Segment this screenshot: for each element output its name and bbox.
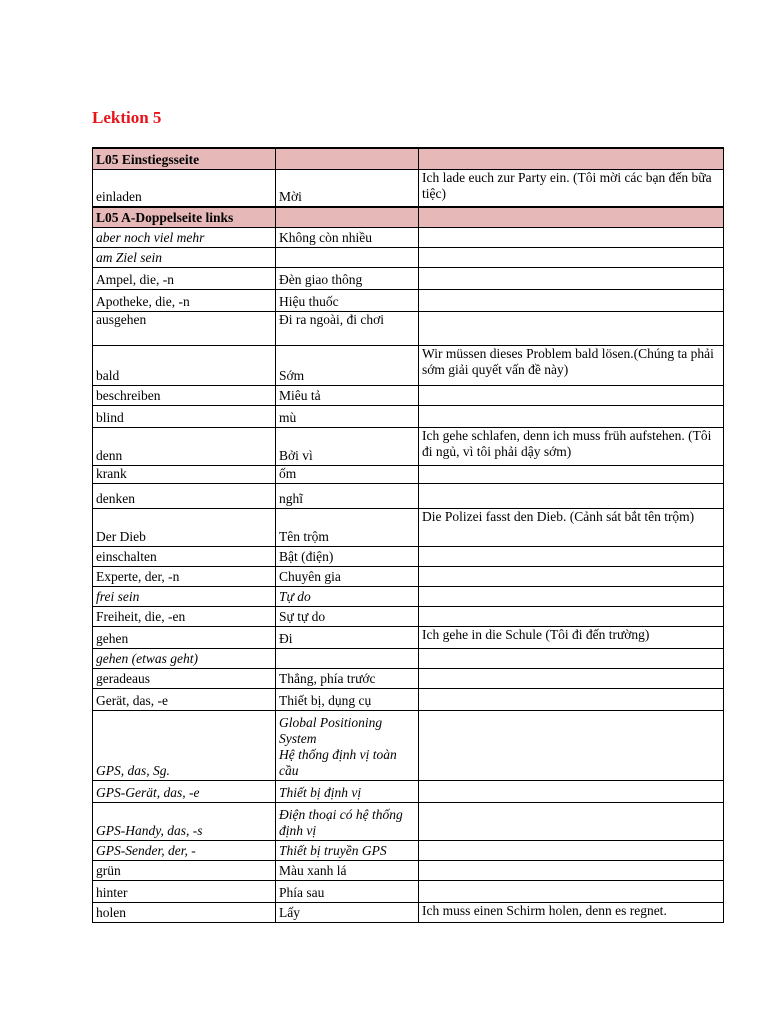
- german-word-cell: beschreiben: [93, 385, 276, 405]
- german-word-cell: Apotheke, die, -n: [93, 289, 276, 311]
- vietnamese-meaning-cell: Phía sau: [276, 880, 419, 902]
- example-sentence-cell: [419, 148, 724, 169]
- german-word-cell: L05 A-Doppelseite links: [93, 207, 276, 227]
- table-row: [93, 606, 724, 626]
- vietnamese-meaning-cell: Sự tự do: [276, 606, 419, 626]
- german-word-cell: geradeaus: [93, 668, 276, 688]
- table-row: [93, 465, 724, 483]
- german-word-cell: am Ziel sein: [93, 247, 276, 267]
- table-row: [93, 546, 724, 566]
- german-word-cell: GPS, das, Sg.: [93, 710, 276, 780]
- table-row: [93, 880, 724, 902]
- example-sentence-cell: [419, 780, 724, 802]
- vietnamese-meaning-cell: ốm: [276, 465, 419, 483]
- section-header-row: [93, 207, 724, 227]
- table-row: [93, 385, 724, 405]
- vietnamese-meaning-cell: Điện thoại có hệ thống định vị: [276, 802, 419, 840]
- table-row: [93, 668, 724, 688]
- example-sentence-cell: [419, 606, 724, 626]
- section-header-row: [93, 148, 724, 169]
- example-sentence-cell: Ich gehe in die Schule (Tôi đi đến trường): [419, 626, 724, 648]
- german-word-cell: krank: [93, 465, 276, 483]
- example-sentence-cell: [419, 289, 724, 311]
- vietnamese-meaning-cell: Thiết bị, dụng cụ: [276, 688, 419, 710]
- example-sentence-cell: [419, 710, 724, 780]
- vietnamese-meaning-cell: Tên trộm: [276, 508, 419, 546]
- table-row: [93, 780, 724, 802]
- example-sentence-cell: [419, 648, 724, 668]
- german-word-cell: hinter: [93, 880, 276, 902]
- vietnamese-meaning-cell: [276, 648, 419, 668]
- vietnamese-meaning-cell: Chuyên gia: [276, 566, 419, 586]
- table-row: [93, 840, 724, 860]
- german-word-cell: frei sein: [93, 586, 276, 606]
- table-row: [93, 427, 724, 465]
- example-sentence-cell: [419, 880, 724, 902]
- table-row: [93, 586, 724, 606]
- german-word-cell: denken: [93, 483, 276, 508]
- vietnamese-meaning-cell: [276, 207, 419, 227]
- table-row: [93, 405, 724, 427]
- table-row: [93, 483, 724, 508]
- vietnamese-meaning-cell: mù: [276, 405, 419, 427]
- german-word-cell: blind: [93, 405, 276, 427]
- example-sentence-cell: Ich gehe schlafen, denn ich muss früh aufstehen. (Tôi đi ngủ, vì tôi phải dậy sớm): [419, 427, 724, 465]
- vietnamese-meaning-cell: Không còn nhiều: [276, 227, 419, 247]
- example-sentence-cell: [419, 405, 724, 427]
- german-word-cell: L05 Einstiegsseite: [93, 148, 276, 169]
- table-row: [93, 626, 724, 648]
- example-sentence-cell: [419, 688, 724, 710]
- page-title: Lektion 5: [92, 108, 162, 127]
- table-row: [93, 345, 724, 385]
- german-word-cell: GPS-Handy, das, -s: [93, 802, 276, 840]
- vietnamese-meaning-cell: Tự do: [276, 586, 419, 606]
- german-word-cell: Ampel, die, -n: [93, 267, 276, 289]
- example-sentence-cell: [419, 802, 724, 840]
- vietnamese-meaning-cell: Lấy: [276, 902, 419, 922]
- example-sentence-cell: Ich lade euch zur Party ein. (Tôi mời các bạn đến bữa tiệc): [419, 169, 724, 207]
- vietnamese-meaning-cell: nghĩ: [276, 483, 419, 508]
- example-sentence-cell: [419, 247, 724, 267]
- example-sentence-cell: [419, 566, 724, 586]
- german-word-cell: Freiheit, die, -en: [93, 606, 276, 626]
- german-word-cell: GPS-Sender, der, -: [93, 840, 276, 860]
- example-sentence-cell: [419, 668, 724, 688]
- german-word-cell: Der Dieb: [93, 508, 276, 546]
- example-sentence-cell: Die Polizei fasst den Dieb. (Cảnh sát bắt tên trộm): [419, 508, 724, 546]
- example-sentence-cell: [419, 860, 724, 880]
- german-word-cell: gehen: [93, 626, 276, 648]
- vietnamese-meaning-cell: Thẳng, phía trước: [276, 668, 419, 688]
- german-word-cell: gehen (etwas geht): [93, 648, 276, 668]
- vietnamese-meaning-cell: Global Positioning System Hệ thống định vị toàn cầu: [276, 710, 419, 780]
- table-row: [93, 688, 724, 710]
- example-sentence-cell: [419, 311, 724, 345]
- table-row: [93, 289, 724, 311]
- example-sentence-cell: [419, 385, 724, 405]
- table-row: [93, 710, 724, 780]
- german-word-cell: GPS-Gerät, das, -e: [93, 780, 276, 802]
- table-row: [93, 802, 724, 840]
- vietnamese-meaning-cell: [276, 148, 419, 169]
- vietnamese-meaning-cell: Màu xanh lá: [276, 860, 419, 880]
- german-word-cell: ausgehen: [93, 311, 276, 345]
- example-sentence-cell: [419, 840, 724, 860]
- table-row: [93, 902, 724, 922]
- german-word-cell: Experte, der, -n: [93, 566, 276, 586]
- table-row: [93, 267, 724, 289]
- vocabulary-table-body: [93, 148, 724, 922]
- vietnamese-meaning-cell: Thiết bị định vị: [276, 780, 419, 802]
- example-sentence-cell: [419, 227, 724, 247]
- german-word-cell: Gerät, das, -e: [93, 688, 276, 710]
- vietnamese-meaning-cell: [276, 247, 419, 267]
- german-word-cell: denn: [93, 427, 276, 465]
- table-row: [93, 566, 724, 586]
- vietnamese-meaning-cell: Đi: [276, 626, 419, 648]
- vietnamese-meaning-cell: Đi ra ngoài, đi chơi: [276, 311, 419, 345]
- german-word-cell: einschalten: [93, 546, 276, 566]
- table-row: [93, 508, 724, 546]
- example-sentence-cell: [419, 546, 724, 566]
- vietnamese-meaning-cell: Sớm: [276, 345, 419, 385]
- vietnamese-meaning-cell: Bật (điện): [276, 546, 419, 566]
- table-row: [93, 247, 724, 267]
- table-row: [93, 169, 724, 207]
- vietnamese-meaning-cell: Miêu tả: [276, 385, 419, 405]
- table-row: [93, 311, 724, 345]
- example-sentence-cell: [419, 483, 724, 508]
- table-row: [93, 227, 724, 247]
- example-sentence-cell: Ich muss einen Schirm holen, denn es regnet.: [419, 902, 724, 922]
- table-row: [93, 860, 724, 880]
- example-sentence-cell: [419, 586, 724, 606]
- vietnamese-meaning-cell: Thiết bị truyền GPS: [276, 840, 419, 860]
- vietnamese-meaning-cell: Hiệu thuốc: [276, 289, 419, 311]
- example-sentence-cell: [419, 207, 724, 227]
- german-word-cell: grün: [93, 860, 276, 880]
- german-word-cell: bald: [93, 345, 276, 385]
- german-word-cell: einladen: [93, 169, 276, 207]
- example-sentence-cell: [419, 465, 724, 483]
- example-sentence-cell: [419, 267, 724, 289]
- vocabulary-table: [92, 147, 724, 923]
- vietnamese-meaning-cell: Đèn giao thông: [276, 267, 419, 289]
- vietnamese-meaning-cell: Bởi vì: [276, 427, 419, 465]
- vietnamese-meaning-cell: Mời: [276, 169, 419, 207]
- table-row: [93, 648, 724, 668]
- example-sentence-cell: Wir müssen dieses Problem bald lösen.(Chúng ta phải sớm giải quyết vấn đề này): [419, 345, 724, 385]
- german-word-cell: aber noch viel mehr: [93, 227, 276, 247]
- german-word-cell: holen: [93, 902, 276, 922]
